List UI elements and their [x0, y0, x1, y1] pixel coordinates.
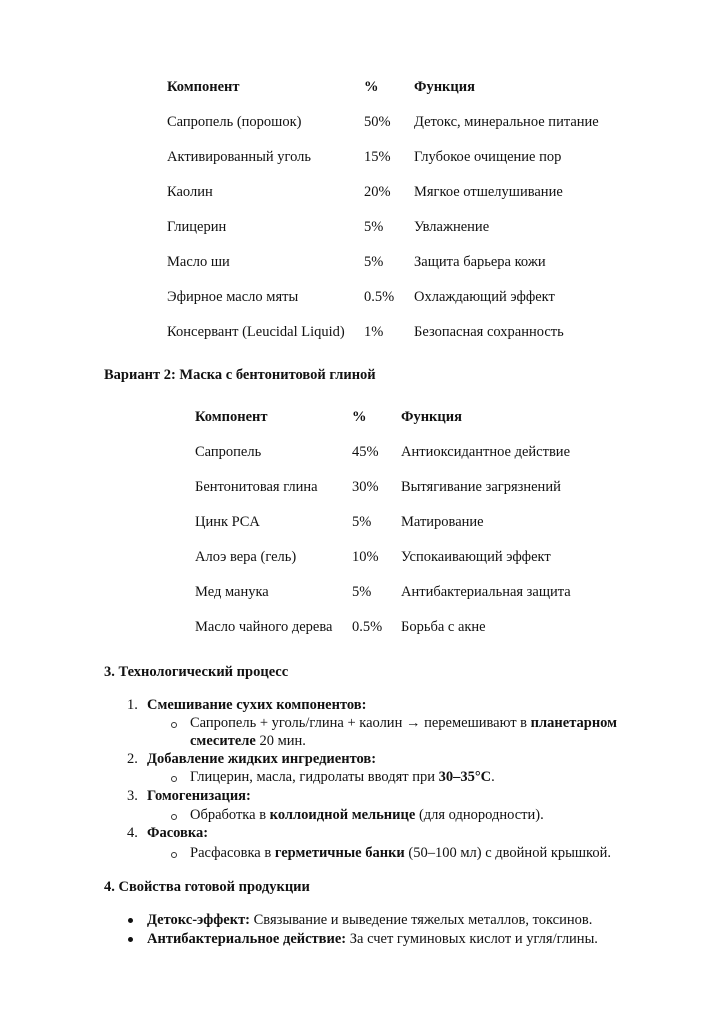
table-header-cell: Функция: [414, 79, 475, 95]
table-cell: Алоэ вера (гель): [195, 549, 297, 565]
circle-bullet-icon: [171, 852, 177, 858]
table-cell: Антиоксидантное действие: [401, 444, 571, 460]
table-cell: 0.5%: [352, 619, 383, 635]
table-header-cell: Функция: [401, 409, 462, 425]
table-cell: Безопасная сохранность: [414, 324, 564, 340]
table-cell: 30%: [352, 479, 379, 495]
table-cell: 20%: [364, 184, 391, 200]
property-item: Антибактериальное действие: За счет гуминовых кислот и угля/глины.: [147, 931, 598, 947]
circle-bullet-icon: [171, 776, 177, 782]
table-cell: 5%: [364, 219, 384, 235]
table-cell: Эфирное масло мяты: [167, 289, 299, 305]
table-cell: Охлаждающий эффект: [414, 289, 555, 305]
table-header-cell: %: [364, 79, 379, 95]
table-cell: Цинк PCA: [195, 514, 260, 530]
step-number: 1.: [127, 697, 138, 713]
table-cell: Глицерин: [167, 219, 227, 235]
step-detail: Расфасовка в герметичные банки (50–100 мл) с двойной крышкой.: [190, 845, 611, 861]
step-detail: Обработка в коллоидной мельнице (для однородности).: [190, 807, 544, 823]
table-cell: Мед манука: [195, 584, 269, 600]
table-cell: 0.5%: [364, 289, 395, 305]
section-3-heading: 3. Технологический процесс: [104, 664, 289, 680]
table-cell: 1%: [364, 324, 384, 340]
table-cell: Глубокое очищение пор: [414, 149, 562, 165]
table-cell: Каолин: [167, 184, 213, 200]
bullet-icon: [128, 918, 133, 923]
step-detail: Глицерин, масла, гидролаты вводят при 30–35°C.: [190, 769, 495, 785]
table-cell: Защита барьера кожи: [414, 254, 546, 270]
property-item: Детокс-эффект: Связывание и выведение тяжелых металлов, токсинов.: [147, 912, 593, 928]
table-cell: Сапропель: [195, 444, 262, 460]
table-header-cell: %: [352, 409, 367, 425]
table-cell: 50%: [364, 114, 391, 130]
table-cell: 45%: [352, 444, 379, 460]
circle-bullet-icon: [171, 722, 177, 728]
table-cell: Успокаивающий эффект: [401, 549, 551, 565]
table-cell: 5%: [364, 254, 384, 270]
bullet-icon: [128, 937, 133, 942]
table-header-cell: Компонент: [167, 79, 240, 95]
table-cell: Консервант (Leucidal Liquid): [167, 324, 345, 340]
table-cell: Активированный уголь: [167, 149, 312, 165]
step-title: Смешивание сухих компонентов:: [147, 697, 367, 713]
table-cell: 15%: [364, 149, 391, 165]
table-cell: 5%: [352, 584, 372, 600]
step-title: Добавление жидких ингредиентов:: [147, 751, 377, 767]
circle-bullet-icon: [171, 814, 177, 820]
table-cell: Увлажнение: [414, 219, 490, 235]
table-cell: Мягкое отшелушивание: [414, 184, 563, 200]
variant-2-heading: Вариант 2: Маска с бентонитовой глиной: [104, 367, 376, 383]
step-detail: Сапропель + уголь/глина + каолин → перемешивают в планетарном: [190, 715, 618, 731]
table-cell: Сапропель (порошок): [167, 114, 302, 130]
step-title: Фасовка:: [147, 825, 209, 841]
table-cell: 10%: [352, 549, 379, 565]
section-4-heading: 4. Свойства готовой продукции: [104, 879, 310, 895]
step-title: Гомогенизация:: [147, 788, 251, 804]
step-number: 3.: [127, 788, 138, 804]
table-cell: Матирование: [401, 514, 484, 530]
step-number: 2.: [127, 751, 138, 767]
table-cell: Масло чайного дерева: [195, 619, 333, 635]
table-header-cell: Компонент: [195, 409, 268, 425]
table-cell: Бентонитовая глина: [195, 479, 318, 495]
step-number: 4.: [127, 825, 138, 841]
table-cell: Масло ши: [167, 254, 230, 270]
step-detail-cont: смесителе 20 мин.: [190, 733, 306, 749]
table-cell: Борьба с акне: [401, 619, 486, 635]
table-cell: Антибактериальная защита: [401, 584, 571, 600]
table-cell: Вытягивание загрязнений: [401, 479, 561, 495]
table-cell: Детокс, минеральное питание: [414, 114, 599, 130]
table-cell: 5%: [352, 514, 372, 530]
